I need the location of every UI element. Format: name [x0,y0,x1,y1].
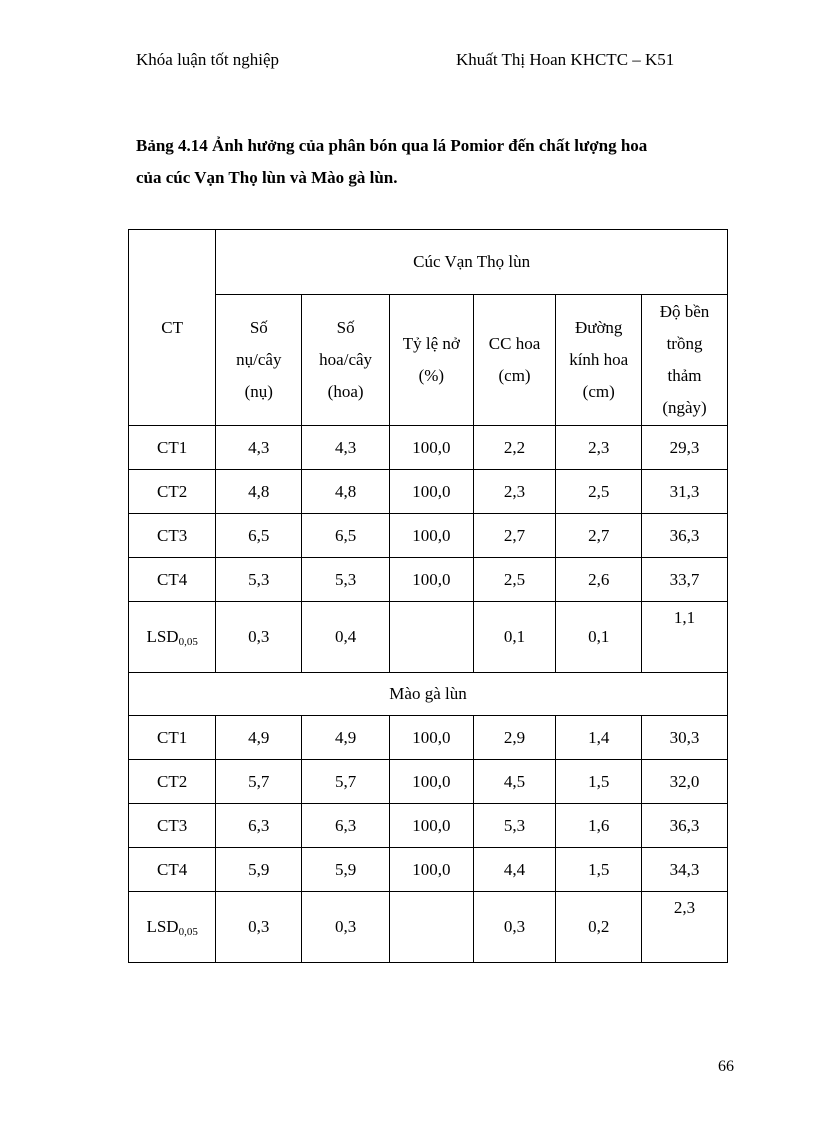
cell: 6,3 [216,804,302,848]
cell: 30,3 [642,716,728,760]
lsd-row [129,602,728,673]
cell: 2,2 [473,426,556,470]
table-row [129,514,728,558]
cell: 100,0 [389,716,473,760]
cell: 1,1 [642,602,728,673]
col-header-flower-height [473,295,556,426]
cell: 33,7 [642,558,728,602]
group-header-row [129,230,728,295]
row-label: CT3 [129,514,216,558]
cell: 100,0 [389,470,473,514]
cell: 2,3 [642,892,728,963]
cell: 4,9 [216,716,302,760]
col-header-buds-line: (nụ) [244,382,273,401]
lsd-subscript: 0,05 [178,635,198,648]
col-header-durability [642,295,728,426]
table-caption [136,130,736,194]
cell: 0,3 [216,892,302,963]
cell: 0,3 [302,892,390,963]
cell: 32,0 [642,760,728,804]
cell: 6,3 [302,804,390,848]
row-label: CT4 [129,558,216,602]
table-row [129,426,728,470]
cell: 6,5 [302,514,390,558]
cell: 0,1 [473,602,556,673]
cell: 4,9 [302,716,390,760]
section-title: Mào gà lùn [129,673,728,716]
cell: 1,4 [556,716,642,760]
cell [389,892,473,963]
row-label: CT1 [129,426,216,470]
col-header-diameter-line: (cm) [582,382,615,401]
lsd-label-text: LSD [146,626,179,646]
cell: 4,8 [302,470,390,514]
cell: 1,5 [556,848,642,892]
col-header-bloom-rate-line: (%) [418,366,445,385]
cell: 2,7 [556,514,642,558]
lsd-row [129,892,728,963]
cell: 29,3 [642,426,728,470]
cell [389,602,473,673]
header-right: Khuất Thị Hoan KHCTC – K51 [456,50,675,69]
table-row [129,716,728,760]
col-header-flowers-line: hoa/cây [319,350,373,369]
lsd-label-text: LSD [146,916,179,936]
col-header-flowers [302,295,390,426]
cell: 5,9 [302,848,390,892]
cell: 5,7 [302,760,390,804]
cell: 100,0 [389,804,473,848]
col-header-diameter [556,295,642,426]
row-label: CT3 [129,804,216,848]
cell: 100,0 [389,558,473,602]
cell: 2,7 [473,514,556,558]
cell: 4,8 [216,470,302,514]
group-header: Cúc Vạn Thọ lùn [216,230,728,295]
cell: 5,3 [216,558,302,602]
cell: 34,3 [642,848,728,892]
cell: 5,3 [302,558,390,602]
cell: 4,3 [216,426,302,470]
cell: 5,7 [216,760,302,804]
col-header-durability-line: (ngày) [662,398,707,417]
col-header-flowers-line: Số [336,318,355,337]
cell: 0,2 [556,892,642,963]
cell: 4,5 [473,760,556,804]
cell: 6,5 [216,514,302,558]
col-header-flower-height-line: CC hoa [488,334,541,353]
table-row [129,804,728,848]
row-label: CT2 [129,470,216,514]
cell: 2,3 [473,470,556,514]
header-left: Khóa luận tốt nghiệp [136,50,280,69]
row-label: CT2 [129,760,216,804]
data-table [128,229,728,963]
col-header-durability-line: thảm [667,366,702,385]
col-header-bloom-rate-line: Tỷ lệ nở [402,334,460,353]
row-label: CT4 [129,848,216,892]
cell: 2,5 [473,558,556,602]
col-header-bloom-rate [389,295,473,426]
col-header-durability-line: trồng [666,334,703,353]
table-row [129,760,728,804]
cell: 5,3 [473,804,556,848]
table-row [129,558,728,602]
page-number: 66 [718,1058,734,1075]
caption-line-1: Bảng 4.14 Ảnh hưởng của phân bón qua lá Pomior đến chất lượng hoa [136,136,648,155]
cell: 4,4 [473,848,556,892]
section-title-row [129,673,728,716]
col-header-diameter-line: kính hoa [569,350,629,369]
cell: 5,9 [216,848,302,892]
cell: 2,3 [556,426,642,470]
col-header-flowers-line: (hoa) [327,382,364,401]
col-header-flower-height-line: (cm) [498,366,531,385]
row-label: CT1 [129,716,216,760]
cell: 2,9 [473,716,556,760]
cell: 0,3 [473,892,556,963]
ct-header: CT [129,230,216,426]
cell: 100,0 [389,760,473,804]
caption-line-2: của cúc Vạn Thọ lùn và Mào gà lùn. [136,168,398,187]
col-header-diameter-line: Đường [574,318,623,337]
table-row [129,470,728,514]
cell: 100,0 [389,426,473,470]
cell: 2,6 [556,558,642,602]
column-header-row [129,295,728,426]
lsd-label [129,892,216,963]
cell: 36,3 [642,804,728,848]
lsd-subscript: 0,05 [178,925,198,938]
lsd-label [129,602,216,673]
col-header-durability-line: Độ bền [659,302,710,321]
cell: 2,5 [556,470,642,514]
cell: 100,0 [389,514,473,558]
cell: 31,3 [642,470,728,514]
cell: 1,6 [556,804,642,848]
cell: 0,1 [556,602,642,673]
cell: 0,3 [216,602,302,673]
cell: 36,3 [642,514,728,558]
cell: 100,0 [389,848,473,892]
cell: 1,5 [556,760,642,804]
col-header-buds-line: nụ/cây [236,350,282,369]
table-row [129,848,728,892]
cell: 4,3 [302,426,390,470]
col-header-buds-line: Số [249,318,268,337]
cell: 0,4 [302,602,390,673]
col-header-buds [216,295,302,426]
